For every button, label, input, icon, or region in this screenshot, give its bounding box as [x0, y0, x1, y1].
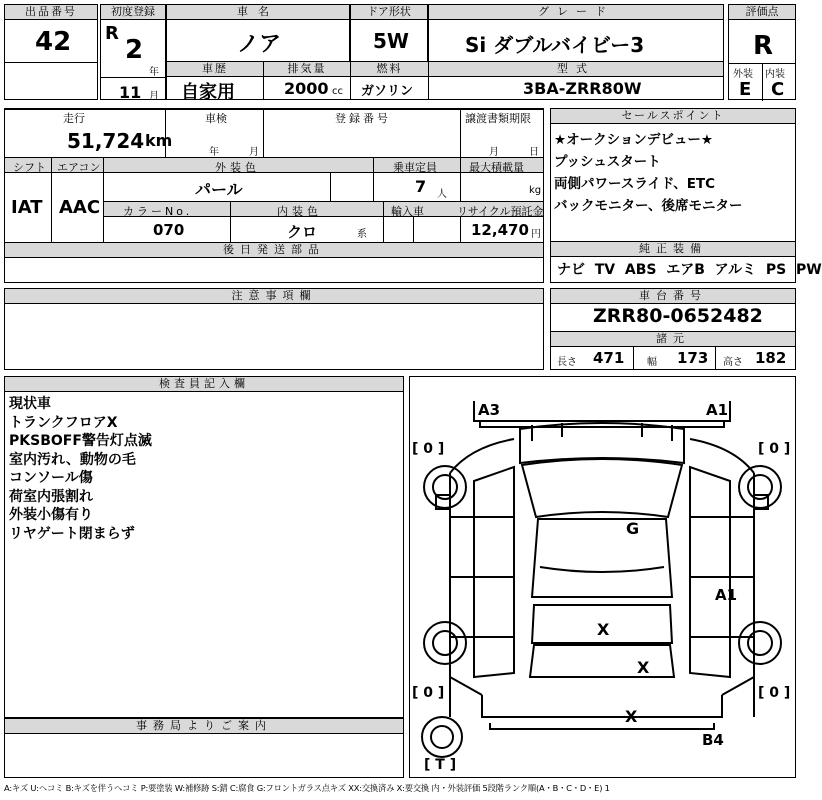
model-code-box — [428, 61, 724, 100]
width-label: 幅 — [647, 357, 657, 368]
chassis-number: ZRR80-0652482 — [593, 305, 763, 327]
equipment-item: PS — [765, 262, 787, 278]
exterior-score: E — [739, 79, 752, 100]
tailgate — [530, 645, 674, 677]
overall-score: R — [753, 31, 774, 61]
row1-header — [5, 109, 543, 110]
grade: Si ダブルバイビー3 — [465, 33, 645, 57]
fuel-box — [350, 61, 429, 100]
height-label: 高さ — [723, 357, 743, 368]
lot-number-box — [4, 4, 98, 100]
transfer-deadline-label: 譲渡書類期限 — [465, 112, 531, 125]
equipment-item: TV — [594, 262, 616, 278]
equipment-label: 純正装備 — [551, 242, 795, 257]
displacement-unit: cc — [332, 86, 343, 97]
chassis-box — [550, 288, 796, 370]
car-name-box — [166, 4, 350, 62]
damage-legend: A:キズ U:ヘコミ B:キズを伴うヘコミ P:要塗装 W:補修跡 S:錆 C:腐食 G:フロントガラス点キズ XX:交換済み X:要交換 内・外装評価 5段階ランク順(A・B・C・D・E) 1 — [4, 783, 610, 793]
interior-color-unit: 系 — [357, 229, 367, 240]
capacity: 7 — [415, 177, 427, 196]
equipment-item: PW — [795, 262, 822, 278]
displacement: 2000 — [284, 79, 329, 98]
vehicle-info-block — [4, 108, 544, 283]
exterior-score-label: 外装 — [733, 69, 753, 80]
tire-reading-rear-right: [ 0 ] — [758, 685, 791, 701]
mark-g-windshield: G — [626, 519, 640, 538]
lot-number-label: 出品番号 — [5, 5, 97, 20]
front-left-tire — [424, 466, 466, 508]
displacement-box — [263, 61, 351, 100]
import-label: 輸入車 — [391, 205, 424, 218]
inspector-notes-box — [4, 376, 404, 718]
mark-a1-front-right: A1 — [706, 401, 729, 419]
history-label: 車歴 — [167, 62, 263, 77]
spare-tire-reading: [ T ] — [424, 757, 457, 773]
recycle-label: リサイクル預託金 — [457, 205, 544, 218]
sales-point-line: 両側パワースライド、ETC — [554, 176, 716, 192]
inspector-note: トランクフロアX — [9, 414, 118, 431]
transfer-month-unit: 月 — [489, 147, 499, 158]
door-type: 5W — [373, 29, 409, 53]
inspector-note: 外装小傷有り — [9, 507, 93, 523]
vehicle-height: 182 — [755, 349, 787, 367]
equipment-list — [557, 259, 822, 279]
equipment-box — [550, 241, 822, 283]
equipment-item: ABS — [624, 262, 657, 278]
score-label: 評価点 — [729, 5, 795, 20]
model-code-label: 型式 — [429, 62, 723, 77]
inspector-note: 現状車 — [9, 396, 51, 412]
history-box — [166, 61, 264, 103]
equipment-item: ナビ — [557, 262, 585, 278]
later-parts-label: 後日発送部品 — [5, 243, 543, 258]
tire-reading-rear-left: [ 0 ] — [412, 685, 445, 701]
inspector-note: 荷室内張割れ — [9, 488, 93, 505]
capacity-unit: 人 — [437, 189, 447, 200]
sales-points-box — [550, 108, 796, 242]
mileage-unit: km — [145, 131, 173, 150]
inspector-note: PKSBOFF警告灯点滅 — [9, 433, 152, 449]
mileage-label: 走行 — [63, 112, 85, 125]
recycle-deposit: 12,470 — [471, 221, 529, 239]
ext-color-label: 外装色 — [215, 161, 260, 174]
car-name-label: 車名 — [167, 5, 349, 20]
exterior-color: パール — [195, 180, 243, 199]
mark-x-rear-bumper: X — [625, 707, 638, 726]
front-bumper — [474, 401, 730, 421]
sales-points-list — [554, 129, 742, 217]
vehicle-length: 471 — [593, 349, 625, 367]
equipment-item: アルミ — [714, 262, 757, 278]
inspection-month-unit: 月 — [249, 147, 259, 158]
mark-a3-front-left: A3 — [478, 401, 501, 419]
office-notice-label: 事務局よりご案内 — [5, 719, 403, 734]
grade-label: グレード — [429, 5, 723, 20]
capacity-label: 乗車定員 — [393, 161, 437, 174]
interior-score-label: 内装 — [765, 69, 785, 80]
shift-label: シフト — [13, 161, 46, 174]
int-color-label: 内装色 — [277, 205, 322, 218]
sales-points-label: セールスポイント — [551, 109, 795, 124]
equipment-item: エアB — [666, 262, 705, 278]
shift-type: IAT — [11, 197, 43, 218]
registration-month: 11 — [119, 83, 142, 102]
color-number: 070 — [153, 221, 185, 239]
sales-point-line: プッシュスタート — [554, 154, 661, 170]
year-unit: 年 — [149, 67, 159, 78]
first-registration-label: 初度登録 — [101, 5, 165, 20]
era-mark: R — [105, 23, 119, 44]
color-no-label: カラーNo. — [123, 205, 193, 218]
transfer-day-unit: 日 — [529, 147, 539, 158]
first-registration-box — [100, 4, 166, 100]
caution-label: 注意事項欄 — [5, 289, 543, 304]
sales-point-line: ★オークションデビュー★ — [554, 132, 713, 148]
displacement-label: 排気量 — [264, 62, 350, 77]
spec-label: 諸元 — [551, 332, 795, 347]
interior-color: クロ — [287, 223, 318, 241]
vehicle-width: 173 — [677, 349, 709, 367]
max-load-unit: kg — [529, 185, 542, 196]
lot-number: 42 — [35, 27, 72, 57]
max-load-label: 最大積載量 — [469, 161, 524, 174]
door-type-box — [350, 4, 428, 62]
length-label: 長さ — [557, 357, 577, 368]
vehicle-history: 自家用 — [181, 82, 235, 103]
hood — [520, 423, 684, 463]
door-type-label: ドア形状 — [351, 5, 427, 20]
mileage: 51,724 — [67, 129, 145, 153]
inspector-note: リヤゲート閉まらず — [9, 525, 135, 542]
mark-a1-right-side: A1 — [715, 586, 738, 604]
inspector-notes-list — [9, 395, 152, 543]
inspection-label: 車検 — [205, 112, 227, 125]
mark-b4-rear-right: B4 — [702, 731, 724, 749]
inspector-note: コンソール傷 — [9, 470, 93, 486]
grade-box — [428, 4, 724, 62]
model-code: 3BA-ZRR80W — [523, 79, 642, 98]
caution-box — [4, 288, 544, 370]
car-name: ノア — [237, 32, 282, 57]
recycle-unit: 円 — [531, 229, 541, 240]
inspection-year-unit: 年 — [209, 147, 219, 158]
inspector-note: 室内汚れ、動物の毛 — [9, 451, 136, 468]
rear-bumper — [482, 695, 722, 717]
spare-tire — [422, 717, 462, 757]
office-notice-box — [4, 718, 404, 778]
score-box — [728, 4, 796, 100]
fuel-type: ガソリン — [361, 84, 414, 99]
ac-type: AAC — [59, 197, 101, 218]
roof — [532, 519, 672, 597]
registration-year: 2 — [125, 35, 144, 65]
chassis-label: 車台番号 — [551, 289, 795, 304]
rear-right-tire — [739, 622, 781, 664]
inspector-notes-label: 検査員記入欄 — [5, 377, 403, 392]
sales-point-line: バックモニター、後席モニター — [554, 198, 743, 214]
fuel-label: 燃料 — [351, 62, 428, 77]
mark-x-tailgate: X — [597, 620, 610, 639]
damage-diagram-box — [409, 376, 796, 778]
vehicle-outline-diagram — [410, 377, 795, 777]
rear-left-tire — [424, 622, 466, 664]
registration-no-label: 登録番号 — [335, 112, 391, 125]
tire-reading-front-left: [ 0 ] — [412, 441, 445, 457]
front-right-tire — [739, 466, 781, 508]
ac-label: エアコン — [57, 161, 101, 174]
tire-reading-front-right: [ 0 ] — [758, 441, 791, 457]
mark-x-rear-right: X — [637, 658, 650, 677]
interior-score: C — [771, 79, 785, 100]
month-unit: 月 — [149, 91, 159, 102]
windshield — [522, 459, 682, 517]
